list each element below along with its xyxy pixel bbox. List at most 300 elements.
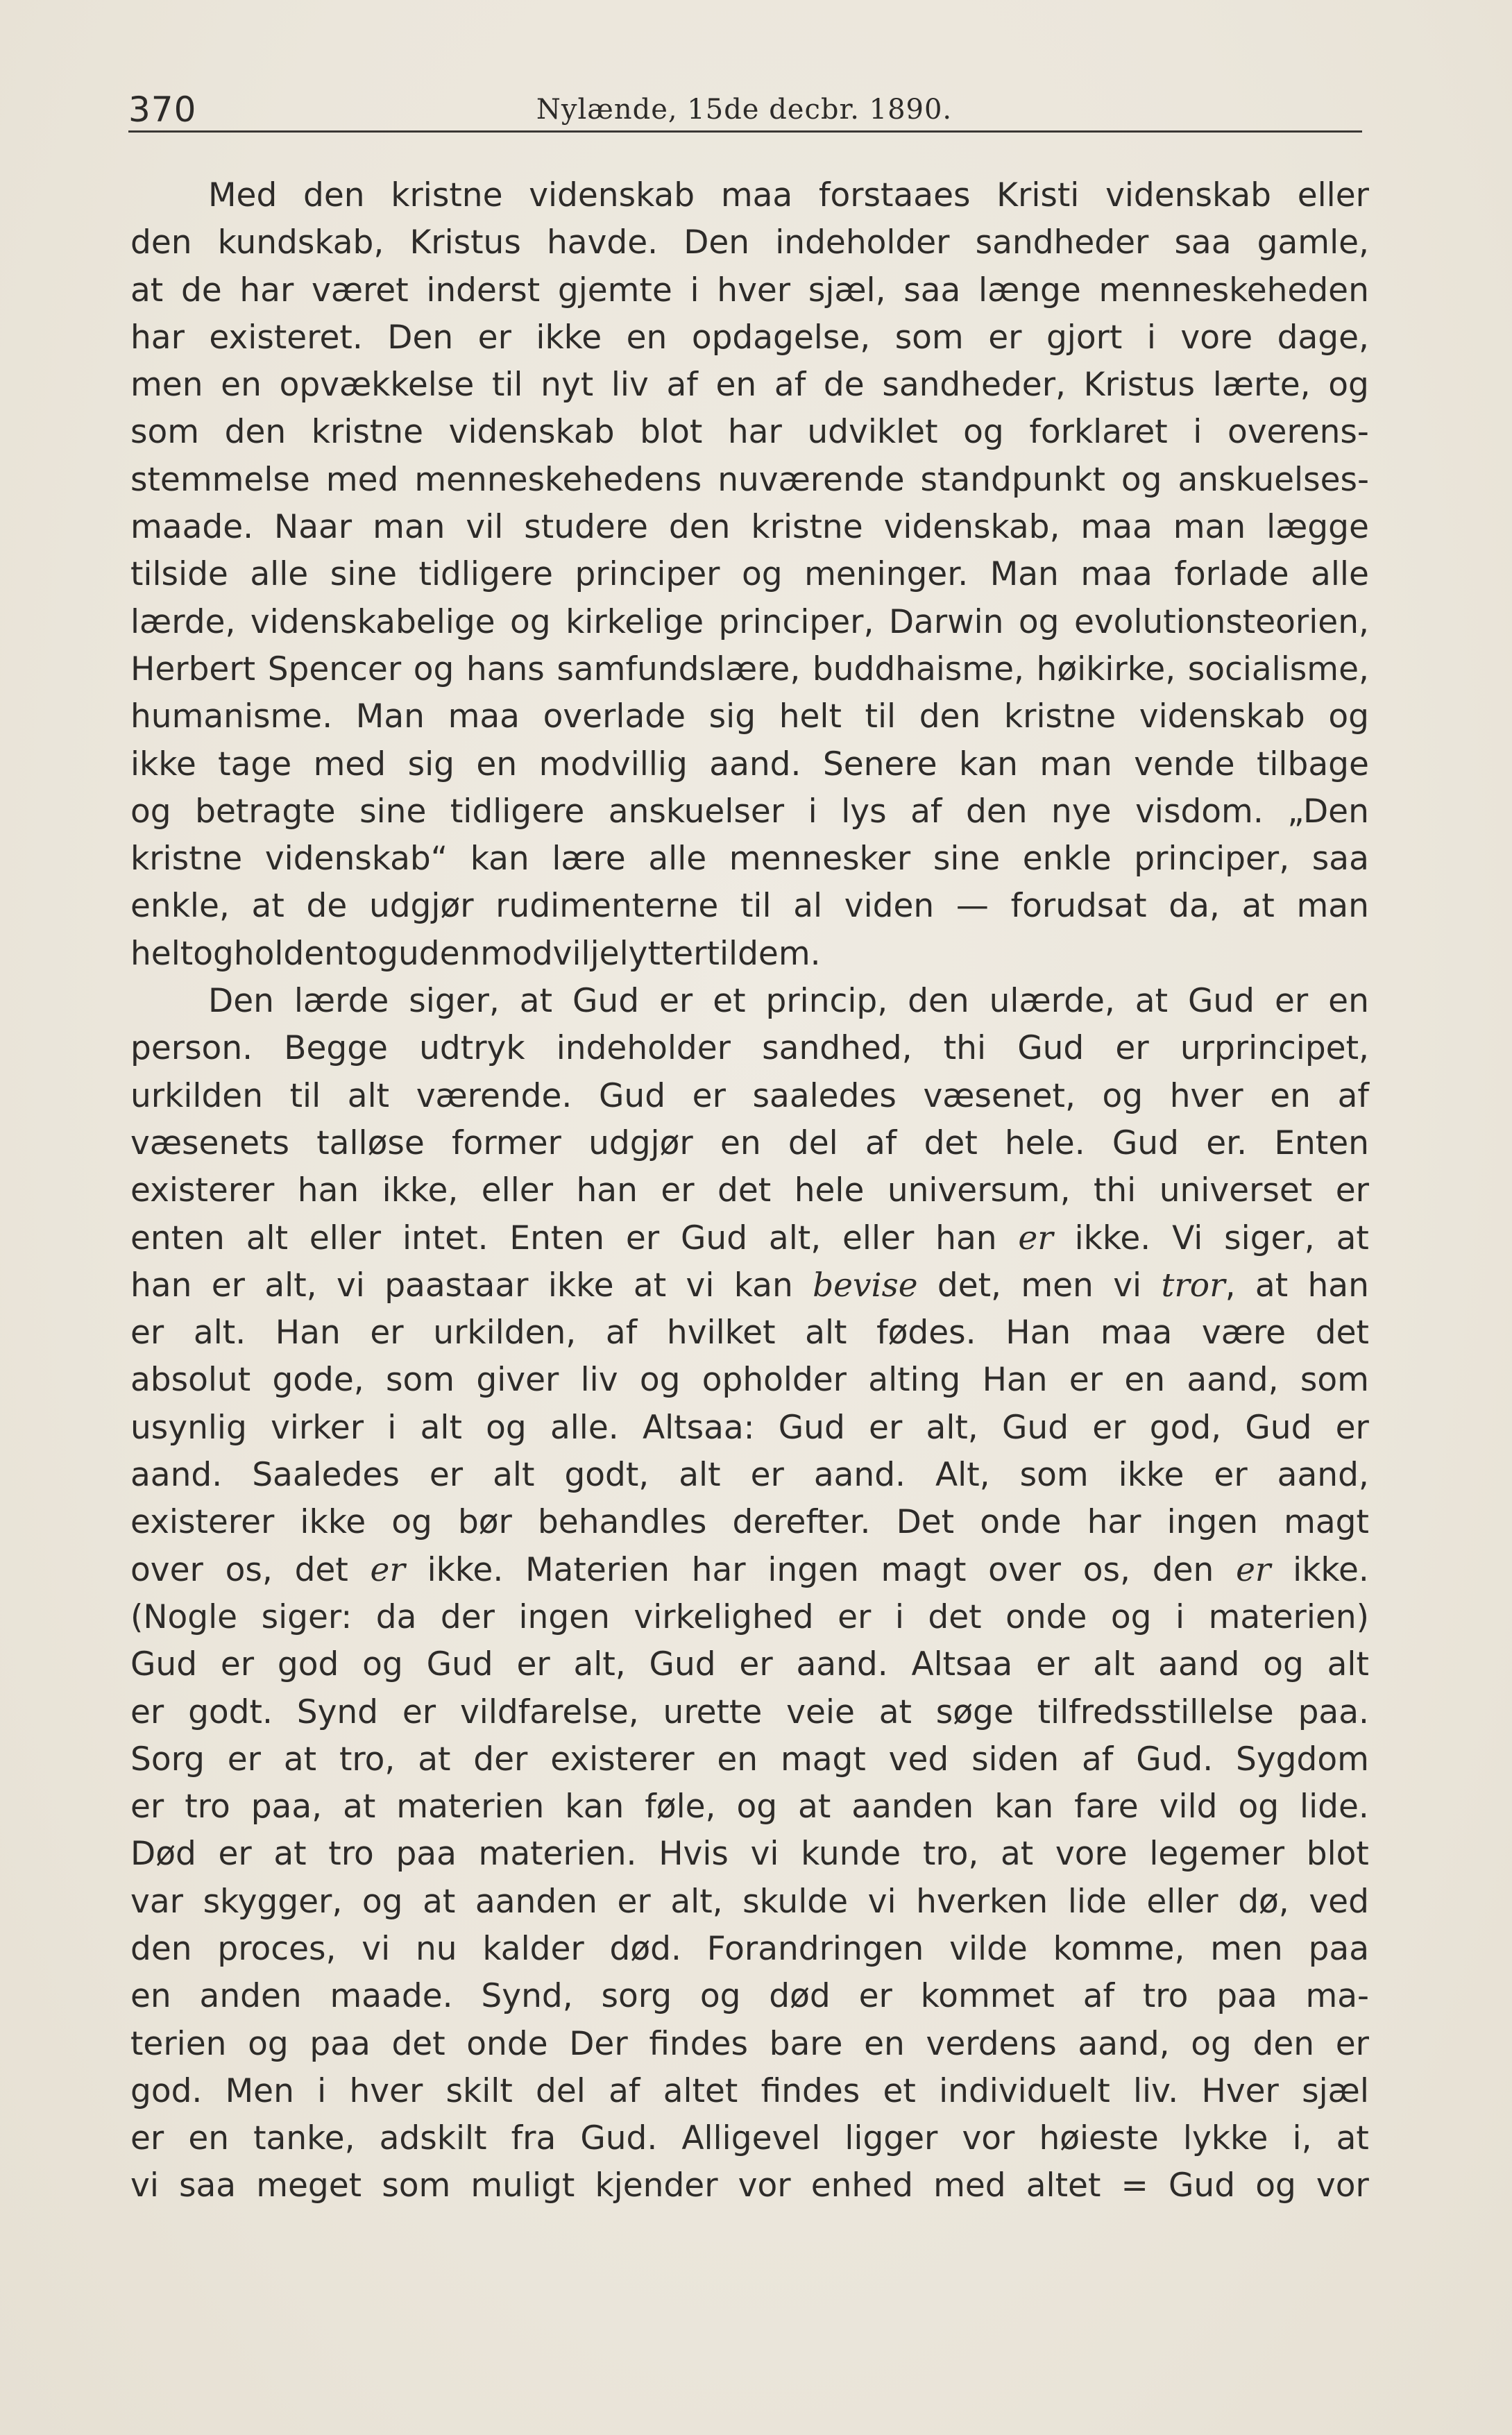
word: videnskab, — [883, 508, 1060, 547]
word: en — [188, 2119, 230, 2158]
text-line — [130, 1452, 1369, 1499]
word: materien. — [478, 1835, 637, 1874]
text-line — [130, 1120, 1369, 1167]
word: god, — [1149, 1408, 1222, 1447]
word: han — [1307, 1266, 1369, 1305]
word: og — [362, 1882, 403, 1921]
word: det, — [937, 1266, 1001, 1305]
text-line — [130, 1405, 1369, 1452]
word: aand — [1158, 1645, 1240, 1684]
word: af — [865, 1123, 897, 1162]
word: er — [858, 1977, 892, 2016]
word: Man — [355, 697, 425, 736]
word: ikke — [1118, 1456, 1184, 1495]
word: vore — [1055, 1835, 1128, 1874]
word: ikke — [130, 745, 196, 783]
text-line — [130, 1594, 1369, 1641]
word: vore — [1180, 318, 1253, 357]
word: hverken — [916, 1882, 1048, 1921]
word: Den — [208, 982, 274, 1021]
word: behandles — [537, 1503, 707, 1542]
word: eller — [1297, 176, 1369, 214]
word: er — [617, 1882, 651, 1921]
word: længe — [978, 271, 1081, 309]
word: skulde — [742, 1882, 849, 1921]
word: vi — [867, 1882, 897, 1921]
word: Der — [569, 2024, 628, 2063]
word: studere — [524, 508, 648, 547]
word: det — [717, 1171, 772, 1210]
word: Den — [683, 223, 750, 262]
word: i — [317, 2071, 327, 2110]
word: maa — [1100, 1314, 1173, 1352]
word: at — [633, 1266, 667, 1305]
word: liv. — [1133, 2071, 1179, 2110]
word: alle — [1311, 555, 1369, 594]
word: humanisme. — [130, 697, 333, 736]
word: „Den — [1287, 792, 1369, 831]
word: og — [699, 1977, 741, 2016]
word: Han — [1005, 1314, 1071, 1352]
word: urkilden, — [433, 1314, 577, 1352]
word: alt — [347, 1076, 390, 1115]
word: al — [793, 887, 823, 926]
word: maa — [448, 697, 520, 736]
word: aanden — [851, 1788, 974, 1826]
word: tilside — [130, 555, 228, 594]
word: overlade — [543, 697, 686, 736]
word: og — [391, 1503, 432, 1542]
word: Gud — [1187, 982, 1255, 1021]
word: existerer — [130, 1503, 275, 1542]
word: siger, — [409, 982, 500, 1021]
word: en — [1328, 982, 1369, 1021]
word: en — [1124, 1361, 1166, 1400]
word: at — [1241, 887, 1275, 926]
word: vi — [362, 1929, 391, 1968]
word: saa — [903, 271, 961, 309]
word: han — [576, 1171, 638, 1210]
word: Man — [989, 555, 1059, 594]
word: kan — [565, 1788, 625, 1826]
word: været — [312, 271, 409, 309]
word: paa — [396, 1835, 457, 1874]
word: kan — [994, 1788, 1054, 1826]
word: tidligere — [418, 555, 553, 594]
word: muligt — [470, 2166, 575, 2205]
word: opholder — [702, 1361, 847, 1400]
word: menneskeheden — [1098, 271, 1369, 309]
word: hver — [717, 271, 791, 309]
word: Altsaa — [911, 1645, 1013, 1684]
word: aand, — [1277, 1456, 1369, 1495]
word: videnskab — [448, 413, 615, 452]
word: overens- — [1227, 413, 1369, 452]
word: Gud. — [1136, 1740, 1214, 1779]
word: Materien — [525, 1550, 670, 1589]
word: legemer — [1149, 1835, 1285, 1874]
text-line — [130, 1878, 1369, 1926]
word: holdent — [233, 934, 358, 973]
word: eller — [309, 1219, 382, 1257]
word: med — [313, 745, 387, 783]
word: han — [297, 1171, 359, 1210]
word: er — [370, 1550, 405, 1589]
word: et — [713, 982, 746, 1021]
word: hele — [794, 1171, 865, 1210]
word: ma- — [1305, 1977, 1369, 2016]
text-line — [130, 2068, 1369, 2115]
word: at — [423, 1882, 456, 1921]
word: den — [303, 176, 365, 214]
word: universet — [1159, 1171, 1313, 1210]
word: paa — [1308, 1929, 1369, 1968]
word: ligger — [844, 2119, 938, 2158]
word: skilt — [445, 2071, 513, 2110]
word: i, — [1292, 2119, 1312, 2158]
word: onde — [466, 2024, 548, 2063]
word: værende. — [416, 1076, 572, 1115]
word: sandheder, — [882, 366, 1066, 405]
word: siden — [971, 1740, 1060, 1779]
word: existerer — [550, 1740, 695, 1779]
word: Forandringen — [706, 1929, 924, 1968]
word: vildfarelse, — [459, 1692, 639, 1731]
header-rule — [128, 130, 1362, 133]
word: nu — [415, 1929, 457, 1968]
word: til — [740, 887, 772, 926]
word: alt, — [573, 1645, 626, 1684]
word: videnskab“ — [264, 840, 448, 879]
word: man — [1039, 745, 1112, 783]
word: er — [130, 2119, 164, 2158]
word: god. — [130, 2071, 203, 2110]
word: udgjør — [368, 887, 474, 926]
word: sig — [407, 745, 455, 783]
word: er — [130, 1314, 164, 1352]
word: Altsaa: — [642, 1408, 755, 1447]
word: videnskab — [529, 176, 695, 214]
word: at — [1336, 2119, 1369, 2158]
text-line — [130, 883, 1369, 930]
word: udgjør — [588, 1123, 693, 1162]
word: kundskab, — [217, 223, 384, 262]
word: intet. — [402, 1219, 489, 1257]
word: Gud — [598, 1076, 666, 1115]
word: var — [130, 1882, 183, 1921]
word: er — [1036, 1645, 1070, 1684]
word: er — [227, 1740, 262, 1779]
word: alt. — [193, 1314, 246, 1352]
text-line — [130, 551, 1369, 598]
word: visdom. — [1135, 792, 1264, 831]
word: enten — [130, 1219, 225, 1257]
word: en — [1270, 1076, 1311, 1115]
word: at — [519, 982, 553, 1021]
word: vi — [1113, 1266, 1142, 1305]
word: dem. — [738, 934, 821, 973]
word: maade. — [330, 1977, 453, 2016]
word: det — [924, 1123, 978, 1162]
word: tage — [218, 745, 292, 783]
word: at — [130, 271, 164, 309]
word: der — [473, 1740, 528, 1779]
word: i — [808, 792, 817, 831]
word: er — [1335, 2024, 1369, 2063]
word: over — [130, 1550, 203, 1589]
word: (Nogle — [130, 1597, 238, 1636]
word: ikke. — [1293, 1550, 1369, 1589]
word: er — [218, 1835, 252, 1874]
word: hver — [349, 2071, 423, 2110]
text-line — [130, 1641, 1369, 1688]
word: har — [239, 271, 294, 309]
word: og — [130, 792, 171, 831]
word: enkle, — [130, 887, 230, 926]
word: Han — [275, 1314, 341, 1352]
word: aand. — [813, 1456, 906, 1495]
word: tror, — [1161, 1266, 1236, 1305]
word: ulærde, — [989, 982, 1115, 1021]
word: hele. — [1005, 1123, 1085, 1162]
word: en — [864, 2024, 905, 2063]
word: at — [343, 1788, 376, 1826]
word: er — [1018, 1219, 1053, 1257]
word: anskuelses- — [1178, 460, 1369, 499]
word: findes — [649, 2024, 748, 2063]
word: Gud — [130, 1645, 198, 1684]
text-line — [130, 741, 1369, 788]
word: hver — [1169, 1076, 1243, 1115]
word: sjæl — [1302, 2071, 1369, 2110]
word: samfundslære, — [557, 650, 801, 688]
word: kristne — [130, 840, 243, 879]
word: verdens — [926, 2024, 1057, 2063]
word: at — [418, 1740, 451, 1779]
word: virkelighed — [634, 1597, 814, 1636]
word: altet — [663, 2071, 738, 2110]
word: Kristus — [1083, 366, 1196, 405]
word: gjemte — [557, 271, 672, 309]
word: den — [919, 697, 981, 736]
word: principer — [575, 555, 720, 594]
word: være — [1201, 1314, 1286, 1352]
word: vilde — [949, 1929, 1028, 1968]
word: og — [357, 934, 398, 973]
word: maa — [1080, 508, 1153, 547]
word: kristne — [391, 176, 503, 214]
word: paa — [1216, 1977, 1277, 2016]
word: og — [741, 555, 783, 594]
word: opvækkelse — [279, 366, 475, 405]
word: de — [180, 271, 222, 309]
word: videnskabelige — [250, 602, 495, 641]
word: og — [1263, 1645, 1304, 1684]
word: at — [1135, 982, 1169, 1021]
word: viden — [844, 887, 935, 926]
text-line — [130, 314, 1369, 362]
word: til — [865, 697, 897, 736]
word: eller — [842, 1219, 915, 1257]
word: Enten — [1274, 1123, 1369, 1162]
word: aand. — [709, 745, 801, 783]
word: og — [1255, 2166, 1296, 2205]
word: der — [440, 1597, 495, 1636]
word: er — [659, 982, 693, 1021]
word: Gud — [681, 1219, 748, 1257]
word: at — [1255, 1266, 1289, 1305]
word: standpunkt — [920, 460, 1105, 499]
word: død — [769, 1977, 831, 2016]
word: er — [211, 1266, 245, 1305]
word: paastaar — [384, 1266, 529, 1305]
word: Kristus — [409, 223, 521, 262]
word: thi — [943, 1029, 987, 1068]
word: godt, — [564, 1456, 649, 1495]
word: alt, — [768, 1219, 822, 1257]
word: Sorg — [130, 1740, 205, 1779]
word: Alt, — [935, 1456, 990, 1495]
word: dage, — [1277, 318, 1369, 357]
word: lys — [841, 792, 887, 831]
word: liv — [580, 1361, 618, 1400]
word: en — [476, 745, 518, 783]
word: er — [429, 1456, 464, 1495]
word: fødes. — [876, 1314, 976, 1352]
word: Det — [896, 1503, 955, 1542]
text-line — [130, 409, 1369, 456]
word: Herbert — [130, 650, 256, 688]
word: vende — [1134, 745, 1235, 783]
word: i — [1193, 413, 1203, 452]
word: Hvis — [659, 1835, 729, 1874]
word: lide. — [1300, 1788, 1369, 1826]
word: tilfredsstillelse — [1037, 1692, 1274, 1731]
word: at — [878, 1692, 912, 1731]
word: dø, — [1238, 1882, 1289, 1921]
text-line — [130, 1973, 1369, 2020]
word: og — [510, 602, 551, 641]
word: den — [130, 223, 192, 262]
word: er — [220, 1645, 255, 1684]
word: principer, — [718, 602, 874, 641]
word: lide — [1067, 1882, 1127, 1921]
word: af — [910, 792, 942, 831]
word: Begge — [284, 1029, 388, 1068]
word: saa — [1174, 223, 1232, 262]
word: er — [1335, 1408, 1369, 1447]
word: af — [1337, 1076, 1369, 1115]
text-line — [130, 172, 1369, 219]
word: nuværende — [717, 460, 905, 499]
word: hvilket — [666, 1314, 776, 1352]
word: urette — [663, 1692, 763, 1731]
word: er — [1092, 1408, 1126, 1447]
word: til — [289, 1076, 321, 1115]
word: betragte — [195, 792, 336, 831]
word: anden — [199, 1977, 302, 2016]
word: alle — [648, 840, 707, 879]
word: i — [690, 271, 699, 309]
word: den — [130, 1929, 192, 1968]
word: Gud — [1017, 1029, 1085, 1068]
word: nye — [1051, 792, 1112, 831]
word: skygger, — [203, 1882, 343, 1921]
word: principer, — [1134, 840, 1290, 879]
text-line — [130, 219, 1369, 266]
word: og — [1328, 366, 1369, 405]
word: stemmelse — [130, 460, 310, 499]
word: et — [883, 2071, 916, 2110]
word: alle. — [550, 1408, 619, 1447]
word: siger: — [261, 1597, 352, 1636]
word: og — [248, 2024, 289, 2063]
word: lærte, — [1212, 366, 1311, 405]
word: mennesker — [729, 840, 911, 879]
word: det — [1315, 1314, 1369, 1352]
word: videnskab — [1105, 176, 1271, 214]
word: individuelt — [939, 2071, 1110, 2110]
word: lære — [552, 840, 626, 879]
word: derefter. — [732, 1503, 871, 1542]
word: aand, — [1078, 2024, 1170, 2063]
word: og — [193, 934, 234, 973]
word: universum, — [887, 1171, 1071, 1210]
word: høikirke, — [1036, 650, 1176, 688]
word: i — [894, 1597, 904, 1636]
page-number: 370 — [128, 90, 197, 130]
word: man — [373, 508, 445, 547]
word: komme, — [1053, 1929, 1185, 1968]
word: god — [277, 1645, 339, 1684]
word: veie — [786, 1692, 855, 1731]
word: kristne — [311, 413, 424, 452]
word: er — [692, 1076, 726, 1115]
word: Senere — [822, 745, 937, 783]
word: vor — [1316, 2166, 1369, 2205]
word: er — [516, 1645, 550, 1684]
word: aand, — [1187, 1361, 1279, 1400]
word: Synd — [296, 1692, 379, 1731]
word: lytter — [619, 934, 707, 973]
word: at — [283, 1740, 317, 1779]
word: helt — [130, 934, 194, 973]
word: urprincipet, — [1180, 1029, 1369, 1068]
word: forudsat — [1010, 887, 1147, 926]
text-line — [130, 2115, 1369, 2162]
word: del — [788, 1123, 838, 1162]
word: det — [928, 1597, 982, 1636]
word: magt — [881, 1550, 967, 1589]
word: er — [1069, 1361, 1103, 1400]
word: væsenets — [130, 1123, 289, 1162]
word: har — [727, 413, 782, 452]
word: og — [1102, 1076, 1144, 1115]
word: vi — [336, 1266, 365, 1305]
word: thi — [1093, 1171, 1137, 1210]
word: Darwin — [888, 602, 1004, 641]
word: er — [1115, 1029, 1149, 1068]
word: Gud — [1245, 1408, 1312, 1447]
word: forlade — [1174, 555, 1289, 594]
word: ved — [888, 1740, 949, 1779]
word: kristne — [751, 508, 863, 547]
word: en — [720, 1123, 761, 1162]
word: søge — [935, 1692, 1014, 1731]
word: en — [626, 318, 668, 357]
word: fra — [511, 2119, 557, 2158]
text-line — [130, 1309, 1369, 1357]
